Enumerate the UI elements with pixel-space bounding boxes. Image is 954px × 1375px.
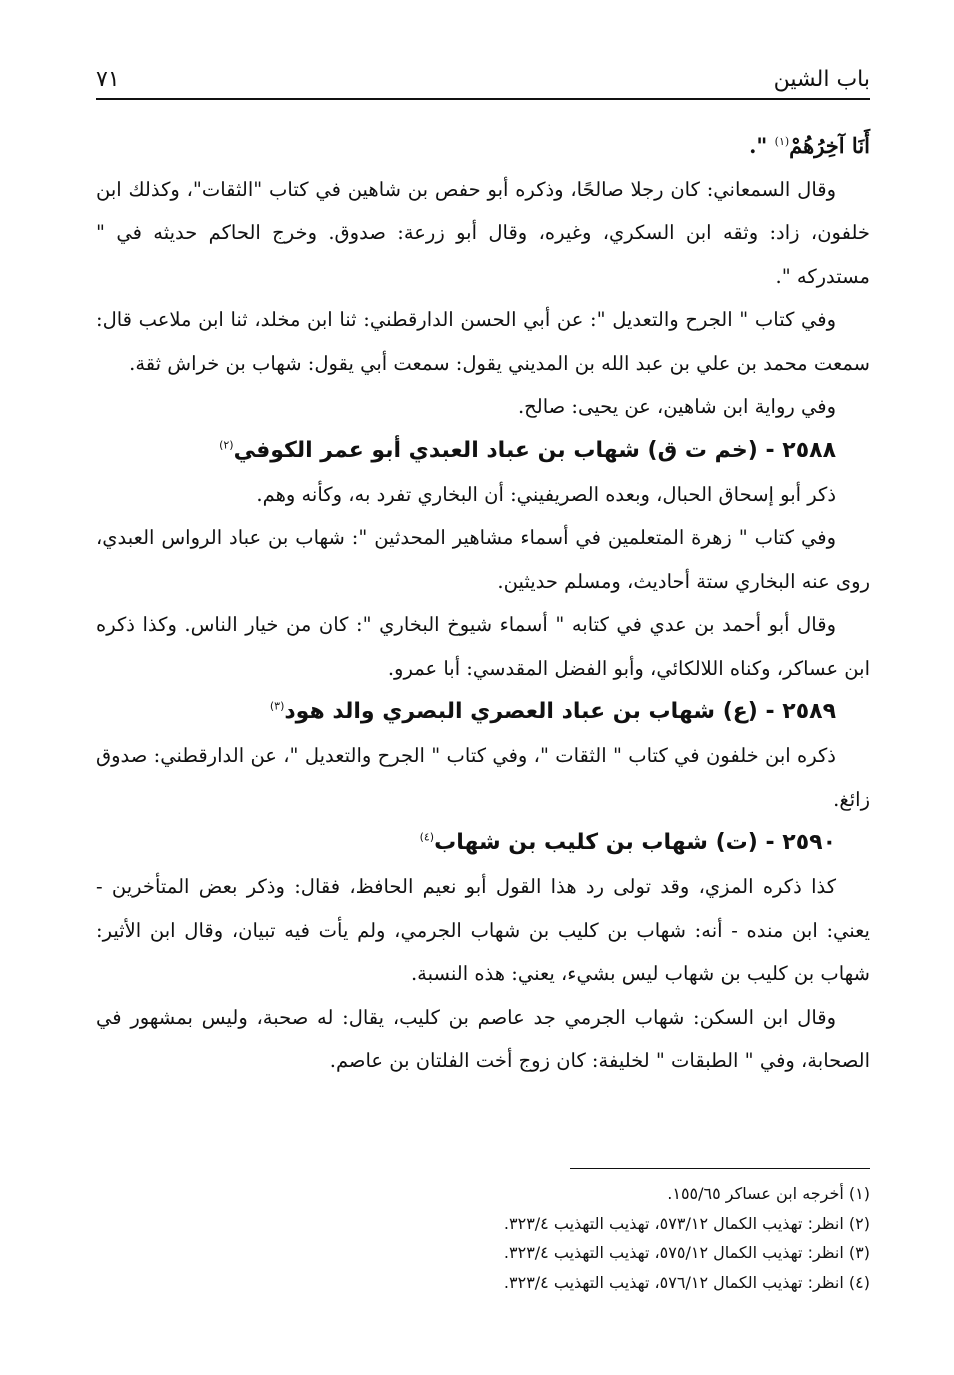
footnote-ref-3: (٣) bbox=[269, 699, 285, 713]
footnote-ref-4: (٤) bbox=[419, 830, 435, 844]
entry-heading-2588 bbox=[96, 429, 870, 473]
footnote-4: (٤) انظر: تهذيب الكمال ٥٧٦/١٢، تهذيب التهذيب ٣٢٣/٤. bbox=[503, 1272, 870, 1292]
paragraph: وفي رواية ابن شاهين، عن يحيى: صالح. bbox=[517, 395, 836, 418]
entry-heading-text: ٢٥٩٠ - (ت) شهاب بن كليب بن شهاب bbox=[434, 830, 836, 855]
footnote-2: (٢) انظر: تهذيب الكمال ٥٧٣/١٢، تهذيب التهذيب ٣٢٣/٤. bbox=[503, 1213, 870, 1233]
paragraph: كذا ذكره المزي، وقد تولى رد هذا القول أبو نعيم الحافظ، فقال: وذكر بعض المتأخرين - يعني: ابن منده - أنه: شهاب بن كليب بن شهاب الجرمي، ولم يأت فيه تبيان، وقال ابن الأثير: شهاب بن كليب بن شهاب ليس بشيء، يعني: هذه النسبة. bbox=[96, 875, 870, 985]
paragraph: ذكر أبو إسحاق الحبال، وبعده الصريفيني: أن البخاري تفرد به، وكأنه وهم. bbox=[256, 482, 836, 506]
quoted-phrase-text: أَنَا آخِرُهُمْ bbox=[789, 133, 870, 158]
paragraph: وقال أبو أحمد بن عدي في كتابه " أسماء شيوخ البخاري ": كان من خيار الناس. وكذا ذكره ابن عساكر، وكناه اللالكائي، وأبو الفضل المقدسي: أبا عمرو. bbox=[96, 613, 870, 680]
entry-heading-text: ٢٥٨٩ - (ع) شهاب بن عباد العصري البصري والد هود bbox=[284, 699, 836, 724]
paragraph: وفي كتاب " زهرة المتعلمين في أسماء مشاهير المحدثين ": شهاب بن عباد الرواس العبدي، روى عنه البخاري ستة أحاديث، ومسلم حديثين. bbox=[96, 526, 870, 593]
paragraph: وقال ابن السكن: شهاب الجرمي جد عاصم بن كليب، يقال: له صحبة، وليس بمشهور في الصحابة، وفي " الطبقات " لخليفة: كان زوج أخت الفلتان بن عاصم. bbox=[96, 1005, 870, 1072]
paragraph: ذكره ابن خلفون في كتاب " الثقات "، وفي كتاب " الجرح والتعديل "، عن الدارقطني: صدوق زائغ. bbox=[96, 744, 870, 811]
quoted-phrase-tail: ". bbox=[749, 133, 775, 158]
paragraph: وفي كتاب " الجرح والتعديل ": عن أبي الحسن الدارقطني: ثنا ابن مخلد، ثنا ابن ملاعب قال: سمعت محمد بن علي بن عبد الله بن المديني يقول: سمعت أبي يقول: شهاب بن خراش ثقة. bbox=[96, 308, 870, 375]
entry-heading-text: ٢٥٨٨ - (خم ت ق) شهاب بن عباد العبدي أبو عمر الكوفي bbox=[233, 437, 836, 463]
page-number: ٧١ bbox=[96, 67, 120, 92]
footnote-1: (١) أخرجه ابن عساكر ١٥٥/٦٥. bbox=[667, 1184, 870, 1203]
chapter-title: باب الشين bbox=[773, 67, 870, 92]
quoted-phrase bbox=[96, 124, 870, 168]
footnote-separator bbox=[570, 1168, 870, 1169]
main-text bbox=[96, 124, 870, 1083]
footnotes bbox=[86, 1168, 870, 1297]
footnote-ref-2: (٢) bbox=[219, 438, 234, 452]
entry-heading-2589 bbox=[96, 690, 870, 734]
footnote-ref-1: (١) bbox=[774, 135, 790, 148]
footnote-3: (٣) انظر: تهذيب الكمال ٥٧٥/١٢، تهذيب التهذيب ٣٢٣/٤. bbox=[503, 1243, 870, 1262]
paragraph: وقال السمعاني: كان رجلا صالحًا، وذكره أبو حفص بن شاهين في كتاب "الثقات"، وكذلك ابن خلفون، زاد: وثقه ابن السكري، وغيره، وقال أبو زرعة: صدوق. وخرج الحاكم حديثه في " مستدركه ". bbox=[96, 177, 870, 288]
page-header bbox=[96, 58, 870, 100]
entry-heading-2590 bbox=[96, 821, 870, 865]
